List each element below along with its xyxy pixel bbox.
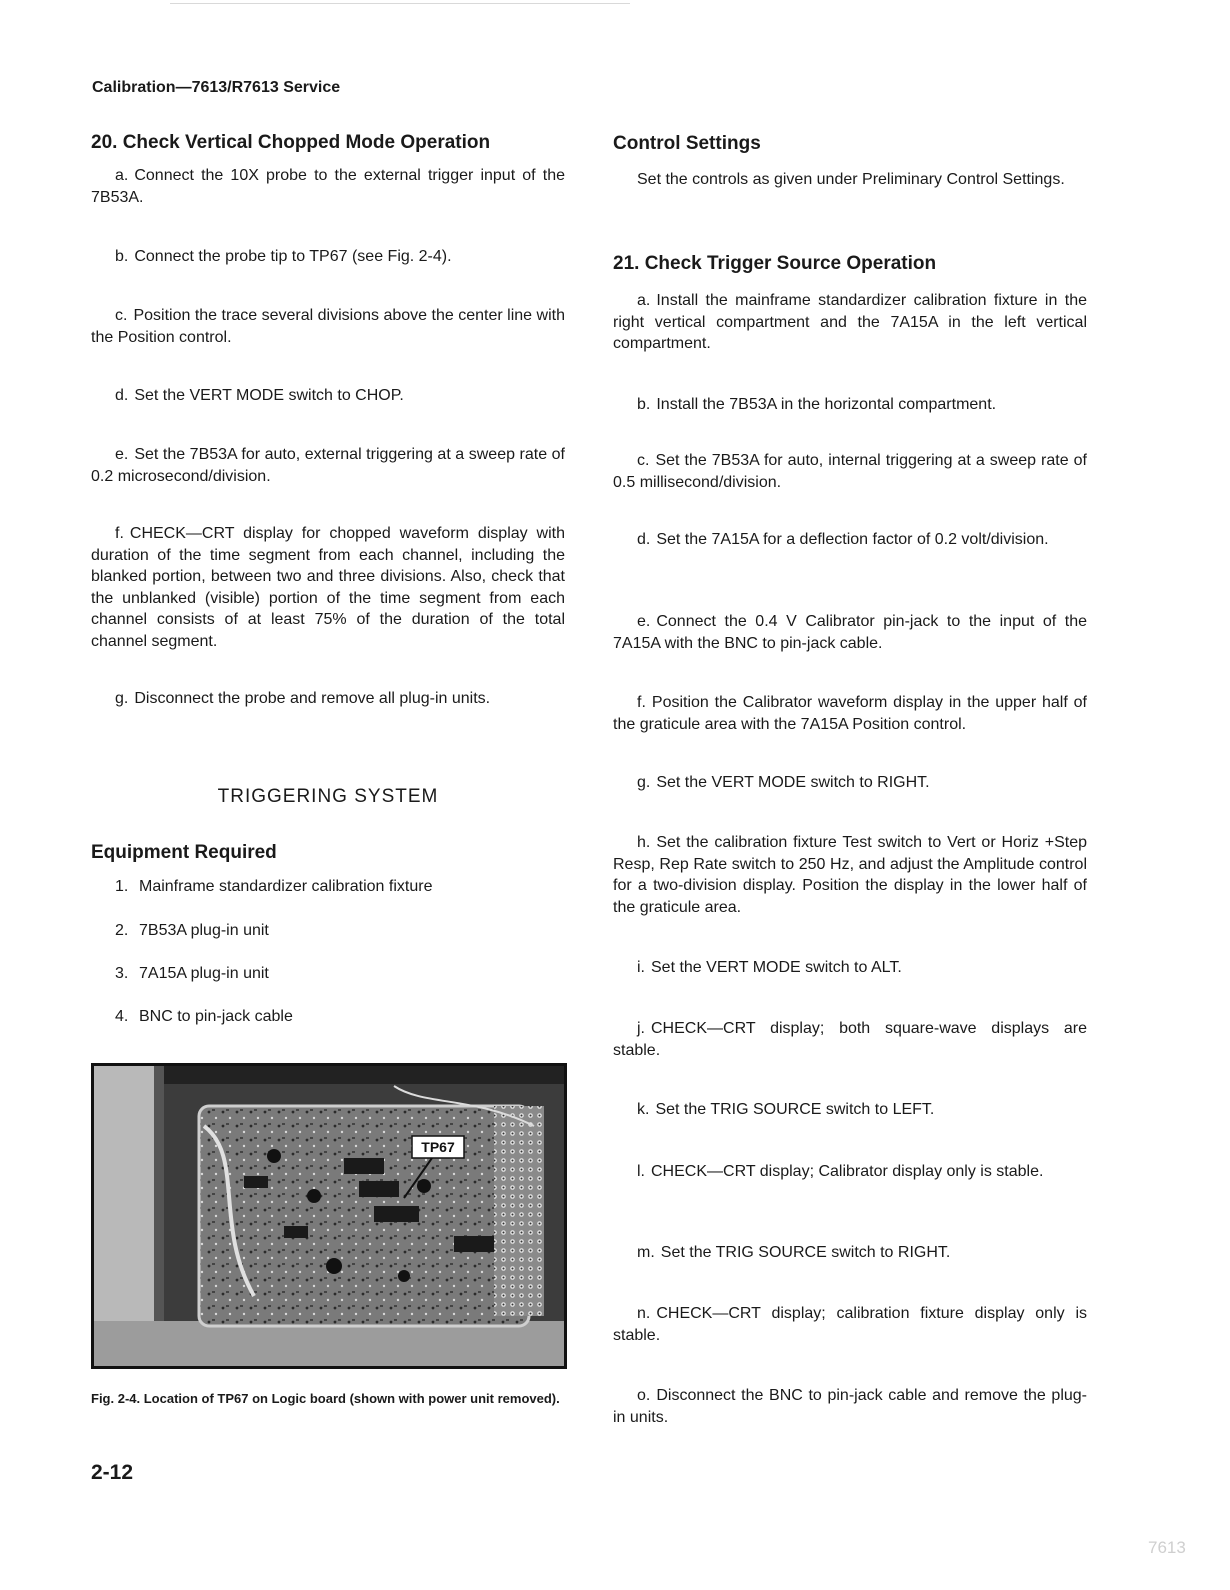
right-step-a [613,290,1087,355]
step-text: Set the calibration fixture Test switch to Vert or Horiz +Step Resp, Rep Rate switch to 250 Hz, and adjust the Amplitude control for a two-division display. Position the display in the lower half of the graticule area. [613,834,1087,916]
step-text: Connect the probe tip to TP67 (see Fig. 2-4). [134,248,452,265]
step-text: Position the trace several divisions above the center line with the Position control. [91,307,565,346]
right-step-d [613,529,1087,551]
right-step-k [613,1099,1087,1121]
left-step-f [91,523,565,653]
step-label: e. [637,613,651,630]
step-label: l. [637,1163,645,1180]
step-label: e. [115,446,129,463]
step-text: Set the 7B53A for auto, internal triggering at a sweep rate of 0.5 millisecond/division. [613,452,1087,491]
right-step-f [613,692,1087,735]
right-step-h [613,832,1087,918]
item-number: 2. [115,922,129,939]
triggering-system-heading: TRIGGERING SYSTEM [217,786,439,807]
right-step-m [613,1242,1087,1264]
equipment-item-3 [115,965,269,983]
step-label: f. [115,525,124,542]
step-label: h. [637,834,651,851]
step-text: Set the TRIG SOURCE switch to RIGHT. [660,1244,951,1261]
step-text: Connect the 0.4 V Calibrator pin-jack to the input of the 7A15A with the BNC to pin-jack cable. [613,613,1087,652]
left-step-g [91,688,565,710]
right-step-j [613,1018,1087,1061]
right-section-title-block [613,253,1087,275]
step-text: CHECK—CRT display; Calibrator display only is stable. [651,1163,1044,1180]
step-label: j. [637,1020,645,1037]
right-step-b [613,394,1087,416]
step-text: CHECK—CRT display for chopped waveform display with duration of the time segment from each channel, including the blanked portion, between two and three divisions. Also, check that the unblanked (visible) portion of the time segment from each channel consists of at least 75% of the duration of the total channel segment. [91,525,565,650]
left-step-e [91,444,565,487]
left-step-c [91,305,565,348]
step-label: d. [115,387,129,404]
circuit-board-image [94,1066,564,1366]
step-text: Position the Calibrator waveform display in the upper half of the graticule area with the 7A15A Position control. [613,694,1087,733]
page-header: Calibration—7613/R7613 Service [92,79,341,96]
right-step-o [613,1385,1087,1428]
step-text: Set the TRIG SOURCE switch to LEFT. [655,1101,935,1118]
section-title-21: 21. Check Trigger Source Operation [613,253,937,274]
step-text: Disconnect the BNC to pin-jack cable and remove the plug-in units. [613,1387,1087,1426]
control-settings-heading: Control Settings [613,133,761,154]
step-text: Set the VERT MODE switch to RIGHT. [656,774,930,791]
item-number: 4. [115,1008,129,1025]
item-text: Mainframe standardizer calibration fixture [139,878,433,895]
item-number: 3. [115,965,129,982]
left-step-a [91,165,565,208]
step-label: o. [637,1387,651,1404]
step-label: n. [637,1305,651,1322]
step-text: Connect the 10X probe to the external trigger input of the 7B53A. [91,167,565,206]
step-text: Set the 7B53A for auto, external triggering at a sweep rate of 0.2 microsecond/division. [91,446,565,485]
step-text: Install the mainframe standardizer calibration fixture in the right vertical compartment and the 7A15A in the left vertical compartment. [613,292,1087,353]
logic-board-photo [91,1063,567,1369]
step-text: Set the VERT MODE switch to CHOP. [134,387,404,404]
equipment-item-4 [115,1008,293,1026]
right-step-e [613,611,1087,654]
step-text: Disconnect the probe and remove all plug-in units. [134,690,491,707]
top-rule [170,3,630,4]
step-text: CHECK—CRT display; both square-wave displays are stable. [613,1020,1087,1059]
right-step-l [613,1161,1087,1183]
step-text: Set the 7A15A for a deflection factor of 0.2 volt/division. [656,531,1049,548]
watermark: 7613 [1148,1538,1186,1557]
item-number: 1. [115,878,129,895]
left-section-title-block [91,132,565,154]
step-text: Install the 7B53A in the horizontal compartment. [656,396,997,413]
right-step-c [613,450,1087,493]
item-text: 7A15A plug-in unit [139,965,269,982]
right-step-i [613,957,1087,979]
equipment-item-2 [115,922,269,940]
equipment-item-1 [115,878,432,896]
step-label: m. [637,1244,655,1261]
step-text: CHECK—CRT display; calibration fixture display only is stable. [613,1305,1087,1344]
control-settings-block [613,133,1087,155]
step-label: i. [637,959,645,976]
step-label: g. [115,690,129,707]
step-label: g. [637,774,651,791]
section-title-20: 20. Check Vertical Chopped Mode Operation [91,132,491,153]
left-step-b [91,246,565,268]
figure-caption: Fig. 2-4. Location of TP67 on Logic board (shown with power unit removed). [91,1391,560,1406]
step-label: d. [637,531,651,548]
right-step-g [613,772,1087,794]
tp67-callout-label: TP67 [421,1139,455,1155]
left-step-d [91,385,565,407]
page-number: 2-12 [91,1461,134,1484]
equipment-heading: Equipment Required [91,842,277,863]
step-text: Set the VERT MODE switch to ALT. [651,959,902,976]
item-text: 7B53A plug-in unit [139,922,269,939]
step-label: c. [115,307,128,324]
step-label: b. [637,396,651,413]
step-label: k. [637,1101,650,1118]
step-label: f. [637,694,646,711]
right-step-n [613,1303,1087,1346]
control-settings-text: Set the controls as given under Preliminary Control Settings. [637,171,1065,188]
control-settings-text-block [613,169,1087,191]
step-label: a. [115,167,129,184]
step-label: a. [637,292,651,309]
equipment-heading-block [91,842,277,864]
step-label: c. [637,452,650,469]
item-text: BNC to pin-jack cable [139,1008,293,1025]
step-label: b. [115,248,129,265]
